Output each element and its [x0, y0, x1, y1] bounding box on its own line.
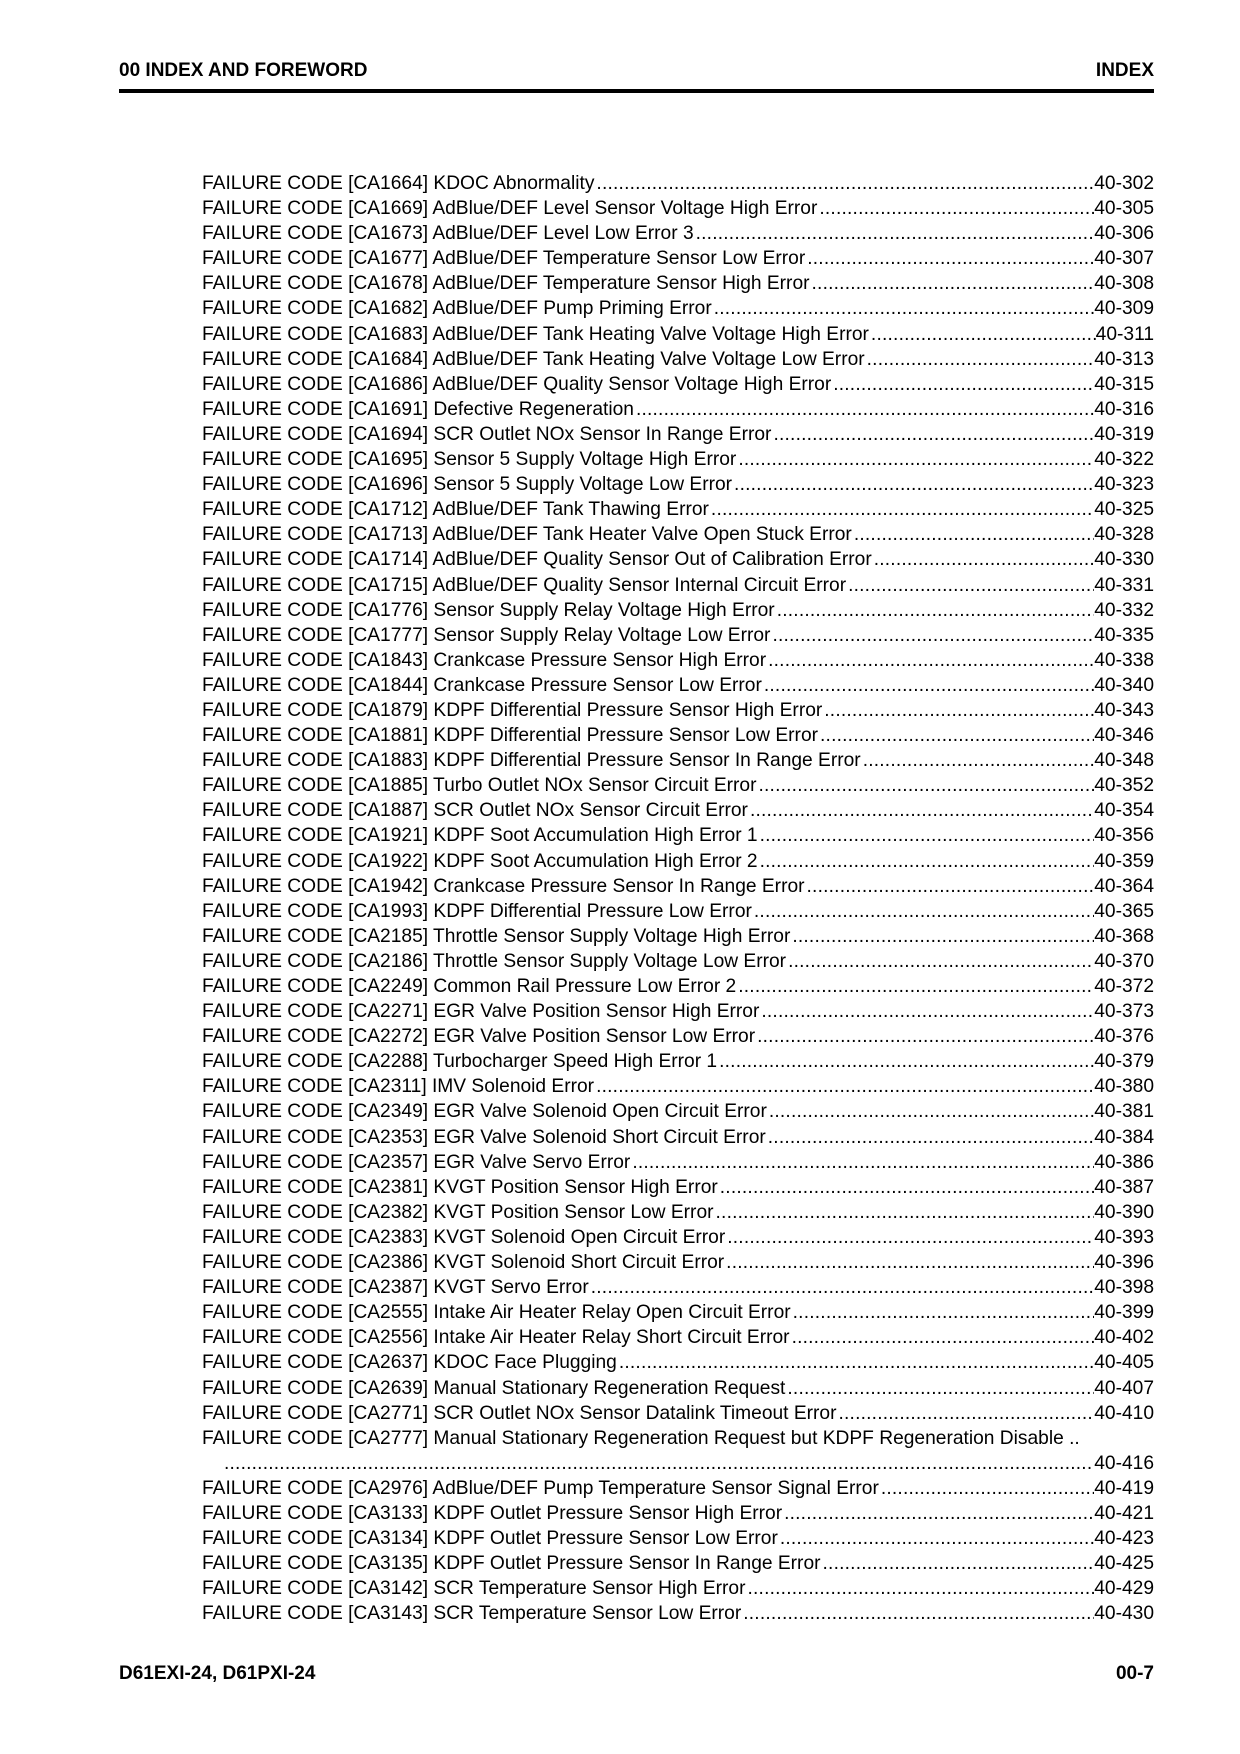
- index-entry-page: 40-416: [1094, 1452, 1154, 1474]
- index-entry-page: 40-398: [1094, 1277, 1154, 1299]
- index-entry[interactable]: [202, 472, 1154, 497]
- index-entry-page: 40-373: [1094, 1001, 1154, 1023]
- dot-leader: [736, 974, 1094, 999]
- index-entry-title: FAILURE CODE [CA1844] Crankcase Pressure Sensor Low Error: [202, 674, 762, 696]
- index-entry-title: FAILURE CODE [CA2387] KVGT Servo Error: [202, 1277, 589, 1299]
- index-entry-page: 40-305: [1094, 198, 1154, 220]
- index-entry-page: 40-325: [1094, 499, 1154, 521]
- index-entry[interactable]: [202, 1601, 1154, 1626]
- index-entry-title: FAILURE CODE [CA2311] IMV Solenoid Error: [202, 1076, 595, 1098]
- dot-leader: [224, 1451, 1094, 1476]
- dot-leader: [861, 748, 1095, 773]
- index-entry-page: 40-315: [1094, 373, 1154, 395]
- dot-leader: [785, 1376, 1094, 1401]
- index-entry-title: FAILURE CODE [CA1922] KDPF Soot Accumulation High Error 2: [202, 850, 758, 872]
- index-entry-title: FAILURE CODE [CA1879] KDPF Differential Pressure Sensor High Error: [202, 699, 823, 721]
- index-entry-page: 40-306: [1094, 223, 1154, 245]
- index-entry-title: FAILURE CODE [CA2639] Manual Stationary Regeneration Request: [202, 1377, 786, 1399]
- index-entry[interactable]: [202, 949, 1154, 974]
- index-entry[interactable]: [202, 1150, 1154, 1175]
- index-entry-title: FAILURE CODE [CA2771] SCR Outlet NOx Sensor Datalink Timeout Error: [202, 1402, 837, 1424]
- dot-leader: [617, 1350, 1094, 1375]
- index-entry-page: 40-332: [1094, 599, 1154, 621]
- dot-leader: [822, 698, 1094, 723]
- index-entry[interactable]: [202, 171, 1154, 196]
- index-entry-title: FAILURE CODE [CA2777] Manual Stationary Regeneration Request but KDPF Regeneration Disable ..: [202, 1427, 1080, 1449]
- index-entry-title: FAILURE CODE [CA2288] Turbocharger Speed High Error 1: [202, 1051, 718, 1073]
- dot-leader: [717, 1049, 1094, 1074]
- index-entry[interactable]: [202, 1401, 1154, 1426]
- index-entry-page: 40-352: [1094, 775, 1154, 797]
- index-entry[interactable]: [202, 322, 1154, 347]
- index-entry-title: FAILURE CODE [CA3135] KDPF Outlet Pressure Sensor In Range Error: [202, 1553, 821, 1575]
- dot-leader: [836, 1401, 1094, 1426]
- index-entry-title: FAILURE CODE [CA1669] AdBlue/DEF Level Sensor Voltage High Error: [202, 198, 818, 220]
- index-entry-page: 40-348: [1094, 750, 1154, 772]
- index-entry-page: 40-372: [1094, 976, 1154, 997]
- index-entry-title: FAILURE CODE [CA1712] AdBlue/DEF Tank Thawing Error: [202, 499, 709, 521]
- index-entry-page: 40-340: [1094, 674, 1154, 696]
- dot-leader: [846, 573, 1094, 598]
- dot-leader: [790, 1325, 1095, 1350]
- index-entry-page: 40-386: [1094, 1151, 1154, 1173]
- index-entry[interactable]: [202, 823, 1154, 848]
- dot-leader: [755, 1024, 1094, 1049]
- dot-leader: [767, 1099, 1094, 1124]
- index-entry-title: FAILURE CODE [CA2249] Common Rail Pressure Low Error 2: [202, 976, 737, 997]
- index-entry-title: FAILURE CODE [CA2186] Throttle Sensor Supply Voltage Low Error: [202, 950, 787, 972]
- dot-leader: [758, 823, 1095, 848]
- index-entry[interactable]: [202, 497, 1154, 522]
- header-divider: [119, 89, 1154, 93]
- index-entry[interactable]: [202, 974, 1154, 999]
- index-entry[interactable]: [202, 648, 1154, 673]
- index-entry-title: FAILURE CODE [CA1921] KDPF Soot Accumulation High Error 1: [202, 825, 758, 847]
- index-entry-page: 40-331: [1094, 574, 1154, 596]
- index-entry-page: 40-429: [1094, 1578, 1154, 1600]
- index-entry-title: FAILURE CODE [CA1683] AdBlue/DEF Tank Heating Valve Voltage High Error: [202, 323, 869, 345]
- footer-page-number: 00-7: [1115, 1663, 1154, 1684]
- dot-leader: [869, 322, 1096, 347]
- index-entry-page: 40-323: [1094, 474, 1154, 496]
- dot-leader: [805, 246, 1094, 271]
- index-entry-title: FAILURE CODE [CA2272] EGR Valve Position Sensor Low Error: [202, 1026, 756, 1048]
- index-entry-page: 40-387: [1094, 1176, 1154, 1198]
- dot-leader: [775, 598, 1095, 623]
- index-entry-page: 40-364: [1094, 875, 1154, 897]
- index-entry[interactable]: [202, 1074, 1154, 1099]
- index-entry[interactable]: [202, 221, 1154, 246]
- index-entry-page: 40-380: [1094, 1076, 1154, 1098]
- index-entry-title: FAILURE CODE [CA2353] EGR Valve Solenoid Short Circuit Error: [202, 1126, 766, 1148]
- index-entry[interactable]: [202, 1049, 1154, 1074]
- index-entry-title: FAILURE CODE [CA1695] Sensor 5 Supply Voltage High Error: [202, 449, 737, 471]
- index-entry[interactable]: [202, 1200, 1154, 1225]
- index-entry-title: FAILURE CODE [CA2381] KVGT Position Sensor High Error: [202, 1176, 718, 1198]
- dot-leader: [594, 171, 1094, 196]
- index-entry-title: FAILURE CODE [CA1883] KDPF Differential Pressure Sensor In Range Error: [202, 750, 861, 772]
- index-entry-page: 40-368: [1094, 925, 1154, 947]
- dot-leader: [757, 773, 1095, 798]
- dot-leader: [724, 1250, 1094, 1275]
- dot-leader: [759, 999, 1094, 1024]
- index-entry[interactable]: [202, 849, 1154, 874]
- index-entry[interactable]: [202, 698, 1154, 723]
- dot-leader: [865, 347, 1095, 372]
- index-entry-page: 40-313: [1094, 348, 1154, 370]
- index-entry-title: FAILURE CODE [CA1686] AdBlue/DEF Quality Sensor Voltage High Error: [202, 373, 832, 395]
- index-entry-page: 40-407: [1094, 1377, 1154, 1399]
- index-entry-page: 40-399: [1094, 1302, 1154, 1324]
- index-entry[interactable]: [202, 1250, 1154, 1275]
- index-entry[interactable]: [202, 372, 1154, 397]
- index-entry-title: FAILURE CODE [CA2637] KDOC Face Plugging: [202, 1352, 617, 1374]
- dot-leader: [879, 1476, 1094, 1501]
- index-entry[interactable]: [202, 798, 1154, 823]
- index-entry[interactable]: [202, 1376, 1154, 1401]
- index-entry-page: 40-396: [1094, 1252, 1154, 1274]
- index-entry-title: FAILURE CODE [CA1887] SCR Outlet NOx Sensor Circuit Error: [202, 800, 748, 822]
- index-entry-title: FAILURE CODE [CA1993] KDPF Differential Pressure Low Error: [202, 900, 752, 922]
- index-entry[interactable]: [202, 271, 1154, 296]
- header-section-title: 00 INDEX AND FOREWORD: [119, 60, 368, 81]
- dot-leader: [805, 874, 1095, 899]
- index-entry-page: 40-410: [1094, 1402, 1154, 1424]
- dot-leader: [791, 1300, 1095, 1325]
- index-entry-page: 40-319: [1094, 423, 1154, 445]
- index-entry-title: FAILURE CODE [CA1942] Crankcase Pressure Sensor In Range Error: [202, 875, 805, 897]
- dot-leader: [782, 1501, 1094, 1526]
- index-entry[interactable]: [202, 1526, 1154, 1551]
- index-entry-title: FAILURE CODE [CA1843] Crankcase Pressure Sensor High Error: [202, 649, 767, 671]
- footer-model-name: D61EXI-24, D61PXI-24: [119, 1663, 316, 1684]
- index-entry[interactable]: [202, 924, 1154, 949]
- index-entry-title: FAILURE CODE [CA1777] Sensor Supply Relay Voltage Low Error: [202, 624, 771, 646]
- index-entry-page: 40-309: [1094, 298, 1154, 320]
- index-entry-title: FAILURE CODE [CA1715] AdBlue/DEF Quality Sensor Internal Circuit Error: [202, 574, 847, 596]
- index-entry-title: FAILURE CODE [CA2271] EGR Valve Position Sensor High Error: [202, 1001, 760, 1023]
- dot-leader: [736, 447, 1094, 472]
- index-entry-title: FAILURE CODE [CA2357] EGR Valve Servo Error: [202, 1151, 631, 1173]
- index-entry-title: FAILURE CODE [CA3133] KDPF Outlet Pressure Sensor High Error: [202, 1502, 783, 1524]
- index-entry[interactable]: [202, 1275, 1154, 1300]
- dot-leader: [746, 1576, 1095, 1601]
- dot-leader: [872, 547, 1095, 572]
- index-entry[interactable]: [202, 422, 1154, 447]
- index-entry[interactable]: [202, 573, 1154, 598]
- index-entry-title: FAILURE CODE [CA2185] Throttle Sensor Supply Voltage High Error: [202, 925, 791, 947]
- dot-leader: [718, 1175, 1094, 1200]
- index-entry-title: FAILURE CODE [CA1713] AdBlue/DEF Tank Heater Valve Open Stuck Error: [202, 524, 852, 546]
- index-entry-page: 40-430: [1094, 1603, 1154, 1625]
- index-entry-title: FAILURE CODE [CA2349] EGR Valve Solenoid Open Circuit Error: [202, 1101, 767, 1123]
- dot-leader: [771, 422, 1094, 447]
- header-page-label: INDEX: [1095, 60, 1154, 81]
- index-entry-page: 40-384: [1094, 1126, 1154, 1148]
- dot-leader: [766, 1125, 1094, 1150]
- index-entry[interactable]: [202, 1099, 1154, 1124]
- index-entry[interactable]: [202, 874, 1154, 899]
- index-entry-title: FAILURE CODE [CA2556] Intake Air Heater Relay Short Circuit Error: [202, 1327, 790, 1349]
- index-entry[interactable]: [202, 623, 1154, 648]
- index-entry-page: 40-354: [1094, 800, 1154, 822]
- index-entry[interactable]: [202, 1024, 1154, 1049]
- index-entry-page: 40-359: [1094, 850, 1154, 872]
- dot-leader: [821, 1551, 1095, 1576]
- index-entry[interactable]: [202, 673, 1154, 698]
- dot-leader: [762, 673, 1094, 698]
- index-entry-title: FAILURE CODE [CA1677] AdBlue/DEF Temperature Sensor Low Error: [202, 248, 806, 270]
- index-entry[interactable]: [202, 999, 1154, 1024]
- index-entry-page: 40-316: [1094, 398, 1154, 420]
- index-entry-page: 40-302: [1094, 173, 1154, 194]
- dot-leader: [589, 1275, 1095, 1300]
- index-entry[interactable]: [202, 723, 1154, 748]
- index-entry-page: 40-322: [1094, 449, 1154, 471]
- index-entry-page: 40-356: [1094, 825, 1154, 847]
- dot-leader: [786, 949, 1094, 974]
- index-entry-page: 40-393: [1094, 1226, 1154, 1248]
- index-entry-title: FAILURE CODE [CA2383] KVGT Solenoid Open Circuit Error: [202, 1226, 726, 1248]
- index-entry-title: FAILURE CODE [CA1664] KDOC Abnormality: [202, 173, 595, 194]
- index-entry[interactable]: [202, 1501, 1154, 1526]
- index-entry[interactable]: [202, 1476, 1154, 1501]
- index-entry-page: 40-311: [1095, 323, 1154, 345]
- index-entry-title: FAILURE CODE [CA2555] Intake Air Heater Relay Open Circuit Error: [202, 1302, 791, 1324]
- index-entry-page: 40-381: [1094, 1101, 1154, 1123]
- index-entry-page: 40-405: [1094, 1352, 1154, 1374]
- index-entry-title: FAILURE CODE [CA3143] SCR Temperature Sensor Low Error: [202, 1603, 742, 1625]
- index-entry-page: 40-335: [1094, 624, 1154, 646]
- dot-leader: [790, 924, 1094, 949]
- dot-leader: [725, 1225, 1094, 1250]
- index-entry-page: 40-376: [1094, 1026, 1154, 1048]
- index-entry[interactable]: [202, 246, 1154, 271]
- index-entry-page: 40-328: [1094, 524, 1154, 546]
- dot-leader: [766, 648, 1094, 673]
- index-entry-page: 40-425: [1094, 1553, 1154, 1575]
- index-list: [202, 171, 1154, 1626]
- dot-leader: [714, 1200, 1095, 1225]
- dot-leader: [758, 849, 1095, 874]
- dot-leader: [732, 472, 1094, 497]
- dot-leader: [594, 1074, 1094, 1099]
- index-entry-page: 40-370: [1094, 950, 1154, 972]
- index-entry-title: FAILURE CODE [CA2976] AdBlue/DEF Pump Temperature Sensor Signal Error: [202, 1477, 879, 1499]
- dot-leader: [770, 623, 1094, 648]
- index-entry-title: FAILURE CODE [CA1714] AdBlue/DEF Quality Sensor Out of Calibration Error: [202, 549, 872, 571]
- index-entry[interactable]: [202, 1175, 1154, 1200]
- page-header: [119, 58, 1154, 84]
- index-entry[interactable]: [202, 522, 1154, 547]
- dot-leader: [741, 1601, 1094, 1626]
- index-entry[interactable]: [202, 1350, 1154, 1375]
- index-entry[interactable]: [202, 598, 1154, 623]
- dot-leader: [709, 497, 1094, 522]
- index-entry[interactable]: [202, 1426, 1154, 1476]
- index-entry-page: 40-346: [1094, 725, 1154, 747]
- index-entry-title: FAILURE CODE [CA1691] Defective Regeneration: [202, 398, 634, 420]
- index-entry-page: 40-421: [1094, 1502, 1154, 1524]
- index-entry-title: FAILURE CODE [CA3134] KDPF Outlet Pressure Sensor Low Error: [202, 1528, 778, 1550]
- index-entry[interactable]: [202, 1300, 1154, 1325]
- index-entry-title: FAILURE CODE [CA1885] Turbo Outlet NOx Sensor Circuit Error: [202, 775, 757, 797]
- dot-leader: [818, 723, 1094, 748]
- index-entry-page: 40-379: [1094, 1051, 1154, 1073]
- index-entry[interactable]: [202, 1225, 1154, 1250]
- dot-leader: [810, 271, 1095, 296]
- index-entry-page: 40-365: [1094, 900, 1154, 922]
- index-entry-title: FAILURE CODE [CA1776] Sensor Supply Relay Voltage High Error: [202, 599, 775, 621]
- page-footer: [119, 1661, 1154, 1687]
- index-entry-page: 40-308: [1094, 273, 1154, 295]
- index-entry[interactable]: [202, 547, 1154, 572]
- index-entry-page: 40-419: [1094, 1477, 1154, 1499]
- index-entry[interactable]: [202, 748, 1154, 773]
- index-entry[interactable]: [202, 397, 1154, 422]
- index-entry-page: 40-390: [1094, 1201, 1154, 1223]
- dot-leader: [634, 397, 1094, 422]
- index-entry-title: FAILURE CODE [CA1673] AdBlue/DEF Level Low Error 3: [202, 223, 694, 245]
- dot-leader: [630, 1150, 1094, 1175]
- index-entry[interactable]: [202, 296, 1154, 321]
- index-entry[interactable]: [202, 1576, 1154, 1601]
- dot-leader: [712, 296, 1095, 321]
- index-entry[interactable]: [202, 347, 1154, 372]
- index-entry-page: 40-307: [1094, 248, 1154, 270]
- index-entry-title: FAILURE CODE [CA1696] Sensor 5 Supply Voltage Low Error: [202, 474, 733, 496]
- dot-leader: [778, 1526, 1094, 1551]
- index-entry[interactable]: [202, 1325, 1154, 1350]
- dot-leader: [752, 899, 1094, 924]
- index-entry-title: FAILURE CODE [CA1881] KDPF Differential Pressure Sensor Low Error: [202, 725, 819, 747]
- dot-leader: [748, 798, 1094, 823]
- index-entry-title: FAILURE CODE [CA2382] KVGT Position Sensor Low Error: [202, 1201, 714, 1223]
- index-entry-title: FAILURE CODE [CA2386] KVGT Solenoid Short Circuit Error: [202, 1252, 725, 1274]
- dot-leader: [831, 372, 1094, 397]
- index-entry-page: 40-402: [1094, 1327, 1154, 1349]
- index-entry-page: 40-423: [1094, 1528, 1154, 1550]
- dot-leader: [817, 196, 1094, 221]
- index-entry-title: FAILURE CODE [CA1682] AdBlue/DEF Pump Priming Error: [202, 298, 712, 320]
- index-entry[interactable]: [202, 1551, 1154, 1576]
- index-entry[interactable]: [202, 196, 1154, 221]
- index-entry[interactable]: [202, 773, 1154, 798]
- index-entry-title: FAILURE CODE [CA3142] SCR Temperature Sensor High Error: [202, 1578, 746, 1600]
- index-entry-title: FAILURE CODE [CA1684] AdBlue/DEF Tank Heating Valve Voltage Low Error: [202, 348, 865, 370]
- index-entry-title: FAILURE CODE [CA1694] SCR Outlet NOx Sensor In Range Error: [202, 423, 772, 445]
- index-entry-page: 40-343: [1094, 699, 1154, 721]
- index-entry-page: 40-330: [1094, 549, 1154, 571]
- index-entry[interactable]: [202, 447, 1154, 472]
- index-entry[interactable]: [202, 899, 1154, 924]
- index-entry[interactable]: [202, 1125, 1154, 1150]
- index-entry-title: FAILURE CODE [CA1678] AdBlue/DEF Temperature Sensor High Error: [202, 273, 810, 295]
- dot-leader: [852, 522, 1094, 547]
- index-entry-page: 40-338: [1094, 649, 1154, 671]
- dot-leader: [694, 221, 1095, 246]
